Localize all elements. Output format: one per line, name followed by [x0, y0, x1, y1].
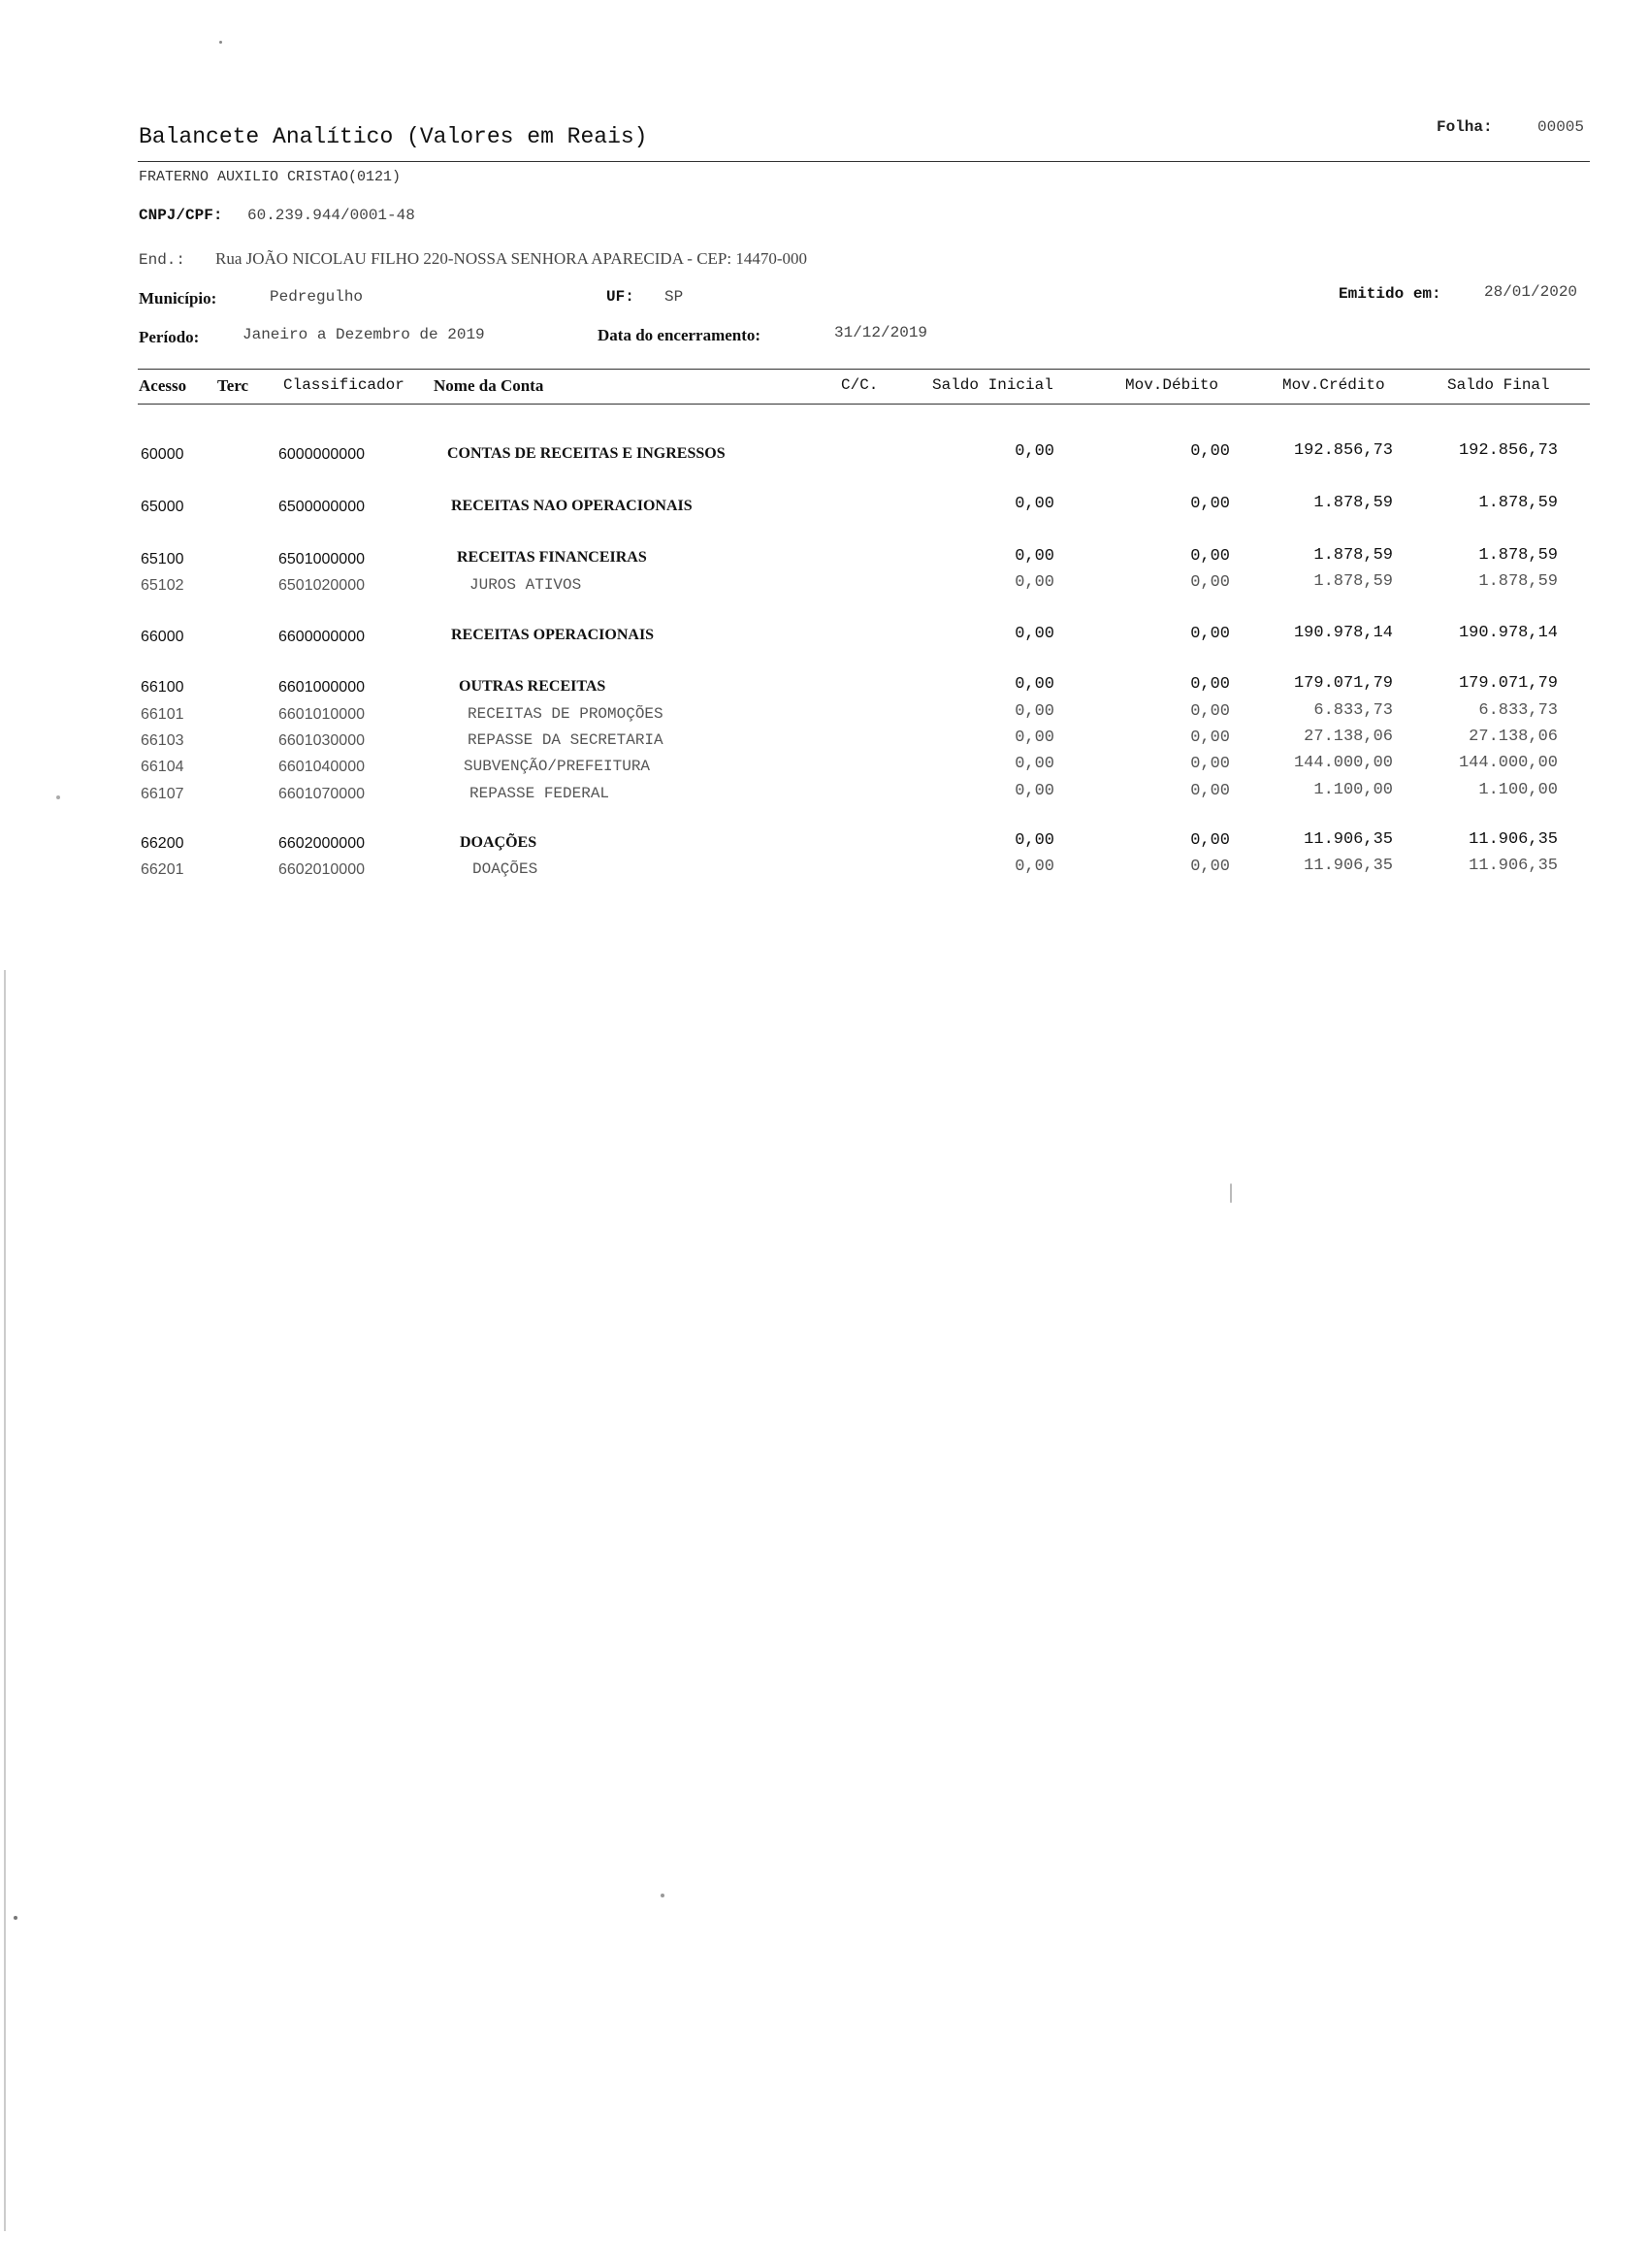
col-saldo-final: Saldo Final — [1447, 376, 1550, 394]
nome-conta-cell: RECEITAS NAO OPERACIONAIS — [451, 498, 693, 514]
classificador-cell: 6000000000 — [278, 446, 365, 463]
saldo-inicial-cell: 0,00 — [1015, 782, 1054, 800]
mov-credito-cell: 1.100,00 — [1313, 781, 1393, 799]
col-cc: C/C. — [841, 376, 879, 394]
classificador-cell: 6601000000 — [278, 679, 365, 696]
periodo-value: Janeiro a Dezembro de 2019 — [242, 326, 485, 343]
scan-speck — [14, 1916, 17, 1920]
mov-credito-cell: 179.071,79 — [1293, 674, 1393, 693]
saldo-inicial-cell: 0,00 — [1015, 675, 1054, 694]
mov-credito-cell: 11.906,35 — [1304, 857, 1393, 875]
mov-credito-cell: 1.878,59 — [1313, 494, 1393, 512]
mov-credito-cell: 6.833,73 — [1313, 701, 1393, 720]
nome-conta-cell: DOAÇÕES — [460, 834, 537, 851]
saldo-inicial-cell: 0,00 — [1015, 702, 1054, 721]
classificador-cell: 6501000000 — [278, 551, 365, 567]
mov-debito-cell: 0,00 — [1190, 442, 1230, 461]
nome-conta-cell: DOAÇÕES — [472, 860, 538, 878]
emitido-label: Emitido em: — [1339, 285, 1441, 303]
classificador-cell: 6500000000 — [278, 499, 365, 515]
mov-debito-cell: 0,00 — [1190, 573, 1230, 592]
cnpj-value: 60.239.944/0001-48 — [247, 207, 415, 224]
scan-edge — [4, 970, 6, 2231]
classificador-cell: 6601040000 — [278, 759, 365, 775]
saldo-inicial-cell: 0,00 — [1015, 755, 1054, 773]
mov-credito-cell: 11.906,35 — [1304, 830, 1393, 849]
saldo-final-cell: 1.100,00 — [1478, 781, 1558, 799]
saldo-final-cell: 1.878,59 — [1478, 572, 1558, 591]
table-header-divider — [138, 404, 1590, 405]
acesso-cell: 60000 — [141, 446, 184, 463]
municipio-label: Município: — [139, 289, 217, 308]
municipio-value: Pedregulho — [270, 288, 364, 306]
nome-conta-cell: RECEITAS FINANCEIRAS — [457, 549, 647, 566]
col-classificador: Classificador — [283, 376, 404, 394]
scan-streak — [1230, 1183, 1232, 1203]
classificador-cell: 6601010000 — [278, 706, 365, 723]
folha-label: Folha: — [1437, 118, 1493, 136]
nome-conta-cell: RECEITAS OPERACIONAIS — [451, 627, 655, 643]
acesso-cell: 65102 — [141, 577, 184, 594]
acesso-cell: 66201 — [141, 861, 184, 878]
acesso-cell: 66104 — [141, 759, 184, 775]
col-nome-conta: Nome da Conta — [434, 376, 544, 395]
saldo-final-cell: 179.071,79 — [1458, 674, 1558, 693]
folha-value: 00005 — [1537, 118, 1585, 136]
classificador-cell: 6601030000 — [278, 732, 365, 749]
nome-conta-cell: REPASSE DA SECRETARIA — [468, 731, 663, 749]
saldo-final-cell: 27.138,06 — [1469, 728, 1558, 746]
saldo-final-cell: 11.906,35 — [1469, 857, 1558, 875]
mov-credito-cell: 144.000,00 — [1293, 754, 1393, 772]
saldo-final-cell: 192.856,73 — [1458, 441, 1558, 460]
mov-debito-cell: 0,00 — [1190, 702, 1230, 721]
encerramento-value: 31/12/2019 — [834, 324, 928, 341]
saldo-final-cell: 6.833,73 — [1478, 701, 1558, 720]
nome-conta-cell: RECEITAS DE PROMOÇÕES — [468, 705, 663, 723]
saldo-final-cell: 190.978,14 — [1458, 624, 1558, 642]
saldo-inicial-cell: 0,00 — [1015, 495, 1054, 513]
encerramento-label: Data do encerramento: — [598, 326, 761, 344]
nome-conta-cell: OUTRAS RECEITAS — [459, 678, 606, 695]
col-terc: Terc — [217, 376, 249, 395]
mov-debito-cell: 0,00 — [1190, 547, 1230, 566]
mov-debito-cell: 0,00 — [1190, 675, 1230, 694]
acesso-cell: 65000 — [141, 499, 184, 515]
mov-credito-cell: 1.878,59 — [1313, 572, 1393, 591]
mov-debito-cell: 0,00 — [1190, 831, 1230, 850]
mov-credito-cell: 27.138,06 — [1304, 728, 1393, 746]
mov-credito-cell: 192.856,73 — [1293, 441, 1393, 460]
col-mov-credito: Mov.Crédito — [1282, 376, 1385, 394]
acesso-cell: 66100 — [141, 679, 184, 696]
header-divider — [138, 161, 1590, 162]
nome-conta-cell: CONTAS DE RECEITAS E INGRESSOS — [447, 445, 726, 462]
emitido-value: 28/01/2020 — [1484, 283, 1578, 301]
acesso-cell: 66103 — [141, 732, 184, 749]
acesso-cell: 66200 — [141, 835, 184, 852]
acesso-cell: 66101 — [141, 706, 184, 723]
saldo-final-cell: 144.000,00 — [1458, 754, 1558, 772]
scan-speck — [219, 41, 222, 44]
mov-debito-cell: 0,00 — [1190, 729, 1230, 747]
acesso-cell: 66107 — [141, 786, 184, 802]
report-title: Balancete Analítico (Valores em Reais) — [139, 124, 648, 149]
periodo-label: Período: — [139, 328, 200, 346]
acesso-cell: 66000 — [141, 629, 184, 645]
mov-debito-cell: 0,00 — [1190, 782, 1230, 800]
col-saldo-inicial: Saldo Inicial — [932, 376, 1053, 394]
col-acesso: Acesso — [139, 376, 187, 395]
saldo-inicial-cell: 0,00 — [1015, 573, 1054, 592]
table-top-divider — [138, 369, 1590, 370]
address-value: Rua JOÃO NICOLAU FILHO 220-NOSSA SENHORA APARECIDA - CEP: 14470-000 — [215, 249, 808, 268]
mov-credito-cell: 190.978,14 — [1293, 624, 1393, 642]
scan-speck — [56, 795, 60, 799]
address-label: End.: — [139, 251, 186, 269]
saldo-inicial-cell: 0,00 — [1015, 547, 1054, 566]
col-mov-debito: Mov.Débito — [1125, 376, 1219, 394]
mov-credito-cell: 1.878,59 — [1313, 546, 1393, 565]
saldo-inicial-cell: 0,00 — [1015, 729, 1054, 747]
uf-label: UF: — [606, 288, 634, 306]
classificador-cell: 6602010000 — [278, 861, 365, 878]
saldo-inicial-cell: 0,00 — [1015, 831, 1054, 850]
cnpj-label: CNPJ/CPF: — [139, 207, 223, 224]
classificador-cell: 6600000000 — [278, 629, 365, 645]
mov-debito-cell: 0,00 — [1190, 495, 1230, 513]
nome-conta-cell: JUROS ATIVOS — [469, 576, 582, 594]
classificador-cell: 6501020000 — [278, 577, 365, 594]
saldo-final-cell: 1.878,59 — [1478, 546, 1558, 565]
saldo-inicial-cell: 0,00 — [1015, 625, 1054, 643]
classificador-cell: 6601070000 — [278, 786, 365, 802]
mov-debito-cell: 0,00 — [1190, 755, 1230, 773]
nome-conta-cell: SUBVENÇÃO/PREFEITURA — [464, 758, 651, 775]
saldo-inicial-cell: 0,00 — [1015, 858, 1054, 876]
acesso-cell: 65100 — [141, 551, 184, 567]
scan-speck — [661, 1894, 664, 1897]
classificador-cell: 6602000000 — [278, 835, 365, 852]
entity-name: FRATERNO AUXILIO CRISTAO(0121) — [139, 169, 402, 185]
uf-value: SP — [664, 288, 684, 306]
mov-debito-cell: 0,00 — [1190, 858, 1230, 876]
saldo-inicial-cell: 0,00 — [1015, 442, 1054, 461]
mov-debito-cell: 0,00 — [1190, 625, 1230, 643]
saldo-final-cell: 11.906,35 — [1469, 830, 1558, 849]
saldo-final-cell: 1.878,59 — [1478, 494, 1558, 512]
nome-conta-cell: REPASSE FEDERAL — [469, 785, 610, 802]
